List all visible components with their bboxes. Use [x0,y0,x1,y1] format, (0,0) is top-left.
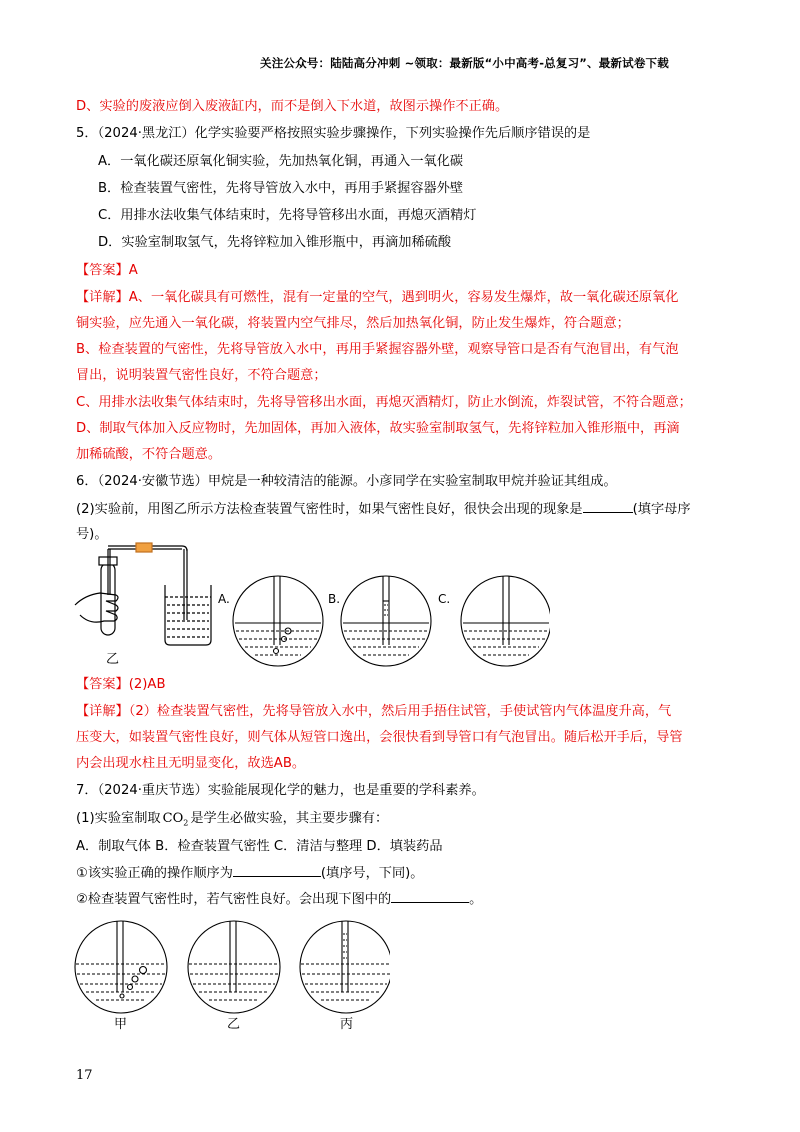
figure-q7 [70,912,390,1034]
q6-answer-blank [583,500,633,513]
q6-explanation-1: 【详解】（2）检查装置气密性，先将导管放入水中，然后用手捂住试管，手使试管内气体温度升高，气 [76,704,672,719]
q6-explanation-2: 压变大，如装置气密性良好，则气体从短管口逸出，会很快看到导管口有气泡冒出。随后松开手后，导管 [76,730,683,745]
q7-item-1: ①该实验正确的操作顺序为 (填序号，下同)。 [76,866,424,881]
q7-item-2: ②检查装置气密性时，若气密性良好。会出现下图中的 。 [76,892,483,907]
diagram-bing [300,921,390,1013]
label-bing: 丙 [340,1017,354,1032]
q5-option-b: B．检查装置气密性，先将导管放入水中，再用手紧握容器外壁 [98,181,464,196]
q5-explanation-2: 铜实验，应先通入一氧化碳，将装置内空气排尽，然后加热氧化铜，防止发生爆炸，符合题意； [76,316,630,331]
diagram-jia [75,921,167,1013]
co2-formula: CO [162,811,184,826]
option-b-diagram [341,576,431,666]
label-jia: 甲 [114,1017,128,1032]
question-5: 5．（2024·黑龙江）化学实验要严格按照实验步骤操作，下列实验操作先后顺序错误的是 [76,126,591,141]
q6-explanation-3: 内会出现水柱且无明显变化，故选AB。 [76,756,306,771]
q5-explanation-1: 【详解】A、一氧化碳具有可燃性，混有一定量的空气，遇到明火，容易发生爆炸，故一氧化碳还原氧化 [76,290,679,305]
diagram-yi [188,921,280,1013]
q5-option-c: C．用排水法收集气体结束时，先将导管移出水面，再熄灭酒精灯 [98,208,477,223]
option-a-label: A. [218,592,230,606]
q7-blank-1 [233,864,321,877]
q6-part-2-cont: 号)。 [76,527,108,542]
label-yi-7: 乙 [227,1017,241,1032]
q5-explanation-6: D、制取气体加入反应物时，先加固体，再加入液体，故实验室制取氢气，先将锌粒加入锥形瓶中，再滴 [76,421,680,436]
q5-answer: 【答案】A [76,263,138,278]
q6-answer: 【答案】(2)AB [76,677,166,692]
option-c-diagram [461,576,550,666]
page-header: 关注公众号：陆陆高分冲刺 ~领取：最新版“小中高考-总复习”、最新试卷下载 [260,56,669,70]
label-yi: 乙 [106,652,120,667]
prev-answer-d: D、实验的废液应倒入废液缸内，而不是倒入下水道，故图示操作不正确。 [76,99,509,114]
page-number: 17 [76,1068,93,1083]
option-a-diagram [233,576,323,666]
figure-q6 [70,535,550,670]
q7-blank-2 [391,890,469,903]
question-6: 6．（2024·安徽节选）甲烷是一种较清洁的能源。小彦同学在实验室制取甲烷并验证其组成。 [76,474,617,489]
q5-explanation-7: 加稀硫酸，不符合题意。 [76,447,222,462]
question-7: 7．（2024·重庆节选）实验能展现化学的魅力，也是重要的学科素养。 [76,783,485,798]
q5-option-a: A．一氧化碳还原氧化铜实验，先加热氧化铜，再通入一氧化碳 [98,154,464,169]
q7-options: A．制取气体 B．检查装置气密性 C．清洁与整理 D．填装药品 [76,839,443,854]
q5-option-d: D．实验室制取氢气，先将锌粒加入锥形瓶中，再滴加稀硫酸 [98,235,452,250]
q5-explanation-4: 冒出，说明装置气密性良好，不符合题意； [76,368,327,383]
q6-part-2: (2)实验前，用图乙所示方法检查装置气密性时，如果气密性良好，很快会出现的现象是 (填字母序 [76,502,691,517]
option-b-label: B. [328,592,341,606]
q5-explanation-3: B、检查装置的气密性，先将导管放入水中，再用手紧握容器外壁，观察导管口是否有气泡冒出，有气泡 [76,342,679,357]
q5-explanation-5: C、用排水法收集气体结束时，先将导管移出水面，再熄灭酒精灯，防止水倒流，炸裂试管，不符合题意； [76,395,692,410]
option-c-label: C. [438,592,451,606]
apparatus-yi [75,543,211,645]
q7-part-1: (1)实验室制取 $CO_2$ 是学生必做实验，其主要步骤有： [76,811,389,828]
